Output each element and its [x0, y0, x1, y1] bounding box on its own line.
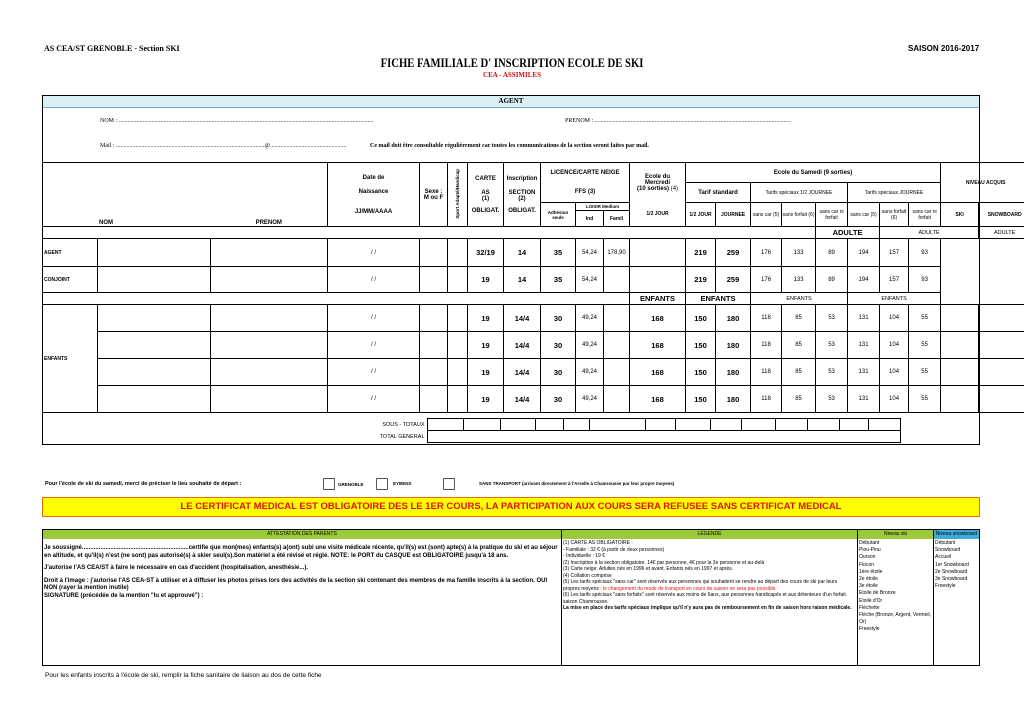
st-12[interactable]	[807, 419, 839, 431]
option-eybens-label: EYBENS	[393, 481, 412, 486]
col-niveau: NIVEAU ACQUIS	[941, 163, 1024, 203]
col-date-3: JJ/MM/AAAA	[354, 208, 393, 215]
enfants-sp1: ENFANTS	[751, 293, 848, 305]
option-sans-transport-label: SANS TRANSPORT (arrivant directement à l'Arselle à Chamrousse par leur propre moyens)	[479, 481, 675, 486]
enfant2-s4: 131	[848, 332, 880, 359]
enfant2-ind: 49,24	[576, 332, 604, 359]
enfant4-adh: 30	[541, 386, 576, 413]
legende-l4: (2) Inscription à la section obligatoire. 14€ par personne, 4€ pour la 3e personne et au-delà	[563, 559, 765, 566]
total-general-cell[interactable]	[427, 431, 900, 443]
conjoint-s6: 93	[909, 267, 941, 293]
col-ffs: FFS (3)	[541, 183, 630, 203]
niveau-snow-item: Freestyle	[935, 583, 956, 590]
enfant1-s3: 53	[816, 305, 848, 332]
niveau-snow-item: 3e Snowboard	[935, 576, 968, 583]
col-adhesion-2: seule	[552, 214, 564, 220]
col-ind: Ind	[576, 211, 604, 227]
conjoint-ind: 54,24	[576, 267, 604, 293]
enfant3-adh: 30	[541, 359, 576, 386]
legende-l7-red: le changement du mode de transport en cours de saison ne sera pas possible.	[603, 585, 777, 592]
mail-note: Ce mail doit être consultable régulièrement car toutes les communications de la section seront faites par mail.	[370, 143, 649, 149]
enfant2-merc: 168	[630, 332, 686, 359]
enfant3-ind: 49,24	[576, 359, 604, 386]
legende-l2: - Familiale : 32 € (à partir de deux personnes)	[563, 546, 665, 553]
nom-field[interactable]: NOM : ..........................................................................................................................................................................	[100, 118, 374, 124]
adulte-sp2: ADULTE	[979, 227, 1024, 239]
table-row	[43, 386, 1024, 413]
enfant1-s6: 55	[909, 305, 941, 332]
enfant3-date[interactable]: / /	[328, 359, 420, 386]
enfant3-demi: 150	[686, 359, 716, 386]
col-loisir: LOISIR Medium	[576, 203, 630, 211]
certificat-banner: LE CERTIFICAT MEDICAL EST OBLIGATOIRE DES LE 1ER COURS, LA PARTICIPATION AUX COURS SERA REFUSEE SANS CERTIFICAT MEDICAL	[42, 497, 980, 517]
enfant4-carte: 19	[468, 386, 504, 413]
col-tarif-standard: Tarif standard	[686, 183, 751, 203]
enfant4-journee: 180	[716, 386, 751, 413]
enfant3-merc: 168	[630, 359, 686, 386]
st-2[interactable]	[463, 419, 500, 431]
attestation-text	[44, 545, 560, 605]
st-14[interactable]	[868, 419, 900, 431]
enfant4-sexe-cell[interactable]	[420, 386, 448, 413]
st-1[interactable]	[427, 419, 463, 431]
enfant2-prenom-cell[interactable]	[211, 332, 328, 359]
col-tarif-sp-demi: Tarifs spéciaux 1/2 JOURNEE	[751, 183, 848, 203]
agent-nom-cell[interactable]	[98, 239, 211, 267]
niveau-snow-item: Accueil	[935, 554, 952, 561]
enfants-merc-label: ENFANTS	[630, 293, 686, 305]
enfant1-ski-cell[interactable]	[941, 305, 979, 332]
enfant4-s6: 55	[909, 386, 941, 413]
conjoint-nom-cell[interactable]	[98, 267, 211, 293]
niveau-snow-header: Niveau snowboard	[935, 531, 978, 537]
agent-sport-cell[interactable]	[448, 239, 468, 267]
enfant1-journee: 180	[716, 305, 751, 332]
enfant3-s1: 118	[751, 359, 782, 386]
enfant1-snow-cell[interactable]	[979, 305, 1024, 332]
col-sexe-2: M ou F	[423, 194, 444, 201]
totals-table	[327, 418, 901, 443]
legende-l7: (5) Les tarifs spéciaux "sans car" sont réservés aux personnes qui souhaitent se rendre au départ des cours de ski par leurs propres moyens :	[563, 579, 838, 592]
conjoint-s1: 176	[751, 267, 782, 293]
enfant3-insc: 14/4	[504, 359, 541, 386]
sous-totaux-label: SOUS - TOTAUX	[382, 421, 425, 428]
enfant2-s2: 85	[782, 332, 816, 359]
enfant1-ind: 49,24	[576, 305, 604, 332]
page-subtitle: CEA - ASSIMILES	[483, 71, 541, 79]
checkbox-sans-transport[interactable]	[443, 478, 455, 490]
enfant2-journee: 180	[716, 332, 751, 359]
niveau-ski-item: 1ère étoile	[859, 568, 883, 575]
col-demi-jour: 1/2 JOUR	[686, 203, 716, 227]
enfants-label: ENFANTS	[686, 293, 751, 305]
col-licence: LICENCE/CARTE NEIGE	[541, 163, 630, 183]
enfant1-s5: 104	[880, 305, 909, 332]
col-sp-3: sans car ni forfait	[816, 203, 848, 227]
agent-adh: 35	[541, 239, 576, 267]
enfant1-demi: 150	[686, 305, 716, 332]
row-enfants-label: ENFANTS	[43, 305, 98, 413]
enfant4-ski-cell[interactable]	[941, 386, 979, 413]
st-6[interactable]	[589, 419, 645, 431]
niveau-ski-item: Flèche (Bronze, Argent, Vermeil, Or)	[859, 612, 931, 626]
enfant4-s3: 53	[816, 386, 848, 413]
col-carte-4: OBLIGAT.	[471, 207, 500, 214]
checkbox-grenoble[interactable]	[323, 478, 335, 490]
enfant2-s6: 55	[909, 332, 941, 359]
conjoint-date[interactable]: / /	[328, 267, 420, 293]
conjoint-prenom-cell[interactable]	[211, 267, 328, 293]
attestation-p2: J'autorise l'AS CEA/ST à faire le nécessaire en cas d'accident (hospitalisation, anesthésie...).	[44, 565, 309, 571]
niveau-ski-item: Flocon	[859, 561, 875, 568]
col-samedi: Ecole du Samedi (9 sorties)	[686, 163, 941, 183]
niveau-snow-item: Snowboard	[935, 547, 961, 554]
enfant4-s2: 85	[782, 386, 816, 413]
niveau-snow-list	[935, 540, 979, 590]
enfant2-sexe-cell[interactable]	[420, 332, 448, 359]
enfant3-prenom-cell[interactable]	[211, 359, 328, 386]
agent-fam: 178,90	[604, 239, 630, 267]
enfant1-carte: 19	[468, 305, 504, 332]
adulte-sp1: ADULTE	[880, 227, 979, 239]
legende-header: LEGENDE	[562, 530, 857, 539]
enfant3-sexe-cell[interactable]	[420, 359, 448, 386]
enfant3-snow-cell[interactable]	[979, 359, 1024, 386]
enfant2-sport-cell[interactable]	[448, 332, 468, 359]
enfant4-sport-cell[interactable]	[448, 386, 468, 413]
st-3[interactable]	[500, 419, 535, 431]
niveau-ski-item: Piou-Piou	[859, 547, 881, 554]
enfant4-date[interactable]: / /	[328, 386, 420, 413]
enfant3-s3: 53	[816, 359, 848, 386]
conjoint-carte: 19	[468, 267, 504, 293]
niveau-ski-item: Débutant	[859, 540, 880, 546]
col-sp-1: sans car (5)	[751, 203, 782, 227]
enfant2-s5: 104	[880, 332, 909, 359]
niveau-ski-item: Etoile de Bronze	[859, 590, 896, 597]
adulte-label: ADULTE	[816, 227, 880, 239]
agent-carte: 32/19	[468, 239, 504, 267]
enfant3-ski-cell[interactable]	[941, 359, 979, 386]
enfant3-s4: 131	[848, 359, 880, 386]
agent-bar: AGENT	[43, 96, 979, 108]
st-9[interactable]	[710, 419, 741, 431]
prenom-field[interactable]: PRENOM : ...................................................................................................................................	[565, 118, 792, 124]
col-date-2: Naissance	[358, 188, 389, 195]
attestation-p1: Je soussigné................................................................certifie que mon(mes) enfants(s) a(ont) subi une visite médicale récente, qu'il(s) est (sont) apte(s) à la pratique du ski et au séjour en altitude, et qu'il(s) n'est (ne sont) pas autorisé(s) à skier seul(s).Son matériel a été révisé et réglé. NOTE: le PORT du CASQUE est OBLIGATOIRE jusqu'à 18 ans.	[44, 545, 558, 559]
col-insc-1: Inscription	[506, 175, 538, 182]
checkbox-eybens[interactable]	[376, 478, 388, 490]
enfant1-adh: 30	[541, 305, 576, 332]
agent-s4: 194	[848, 239, 880, 267]
col-insc-2: SECTION	[508, 189, 536, 196]
enfant1-sexe-cell[interactable]	[420, 305, 448, 332]
col-sexe-1: Sexe :	[424, 188, 443, 195]
col-carte-2: AS	[481, 189, 490, 196]
conjoint-sexe-cell[interactable]	[420, 267, 448, 293]
agent-demi: 219	[686, 239, 716, 267]
conjoint-s4: 194	[848, 267, 880, 293]
legende-l8: (6) Les tarifs spéciaux "sans forfaits" sont réservés aux moins de 6ans, aux personnes handicapés et aux détenteurs d'un forfait saison Chamrousse.	[563, 592, 846, 605]
agent-journee: 259	[716, 239, 751, 267]
enfant2-ski-cell[interactable]	[941, 332, 979, 359]
agent-s2: 133	[782, 239, 816, 267]
agent-s5: 157	[880, 239, 909, 267]
conjoint-s2: 133	[782, 267, 816, 293]
row-conjoint-label: CONJOINT	[43, 267, 98, 293]
niveau-snow-item: Débutant	[935, 540, 956, 546]
col-prenom: PRENOM	[255, 220, 282, 226]
enfant3-s6: 55	[909, 359, 941, 386]
enfant1-nom-cell[interactable]	[98, 305, 211, 332]
enfant1-date[interactable]: / /	[328, 305, 420, 332]
col-mercredi-3: (10 sorties)	[637, 185, 670, 192]
enfant1-prenom-cell[interactable]	[211, 305, 328, 332]
agent-s6: 93	[909, 239, 941, 267]
table-row	[43, 305, 1024, 332]
col-snowboard: SNOWBOARD	[979, 203, 1024, 227]
agent-s3: 89	[816, 239, 848, 267]
col-adhesion-1: Adhésion	[547, 209, 569, 215]
legende-l9: La mise en place des tarifs spéciaux implique qu'il n'y aura pas de remboursement en fin de saison hors raison médicale.	[563, 605, 852, 611]
enfant1-s1: 118	[751, 305, 782, 332]
enfant3-sport-cell[interactable]	[448, 359, 468, 386]
legende-l1: (1) CARTE AS OBLIGATOIRE :	[563, 540, 633, 546]
table-row	[43, 239, 1024, 267]
enfant4-merc: 168	[630, 386, 686, 413]
table-row	[43, 332, 1024, 359]
lieu-question: Pour l'école de ski du samedi, merci de préciser le lieu souhaité de départ :	[45, 481, 242, 487]
conjoint-sport-cell[interactable]	[448, 267, 468, 293]
org-name: AS CEA/ST GRENOBLE - Section SKI	[44, 44, 180, 53]
enfant2-adh: 30	[541, 332, 576, 359]
enfant3-s2: 85	[782, 359, 816, 386]
enfant1-s4: 131	[848, 305, 880, 332]
col-carte-3: (1)	[481, 195, 490, 202]
conjoint-journee: 259	[716, 267, 751, 293]
col-journee: JOURNEE	[716, 203, 751, 227]
legende-l5: (3) Carte neige: Adultes nés en 1996 et avant. Enfants nés en 1997 et après.	[563, 566, 734, 572]
attestation-signature[interactable]: SIGNATURE (précédée de la mention "lu et approuvé") :	[44, 592, 204, 599]
col-insc-4: OBLIGAT.	[508, 207, 536, 214]
enfant1-insc: 14/4	[504, 305, 541, 332]
niveau-ski-item: 2e étoile	[859, 576, 878, 583]
enfant3-carte: 19	[468, 359, 504, 386]
total-general-label: TOTAL GENERAL	[379, 433, 425, 440]
row-agent-label: AGENT	[43, 239, 98, 267]
st-13[interactable]	[839, 419, 868, 431]
enfant2-nom-cell[interactable]	[98, 332, 211, 359]
conjoint-s3: 89	[816, 267, 848, 293]
enfant2-s3: 53	[816, 332, 848, 359]
enfant2-demi: 150	[686, 332, 716, 359]
conjoint-s5: 157	[880, 267, 909, 293]
niveau-snow-item: 2e Snowboard	[935, 568, 968, 575]
col-sp-4: sans car (5)	[848, 203, 880, 227]
agent-date[interactable]: / /	[328, 239, 420, 267]
attestation-p3: Droit à l'image : j'autorise l'AS CEA-ST à utiliser et à diffuser les photos prises lors des activités de la section ski contenant des membres de ma famille inscrits à la section. OUI NON (rayer la mention inutile)	[44, 577, 548, 591]
niveau-snow-item: 1er Snowboard	[935, 561, 969, 568]
enfant2-s1: 118	[751, 332, 782, 359]
table-row	[43, 359, 1024, 386]
col-tarif-sp-journee: Tarifs spéciaux JOURNEE	[848, 183, 941, 203]
col-ski: SKI	[941, 203, 979, 227]
col-nom: NOM	[99, 220, 113, 226]
col-carte-1: CARTE	[475, 175, 496, 182]
enfant4-s1: 118	[751, 386, 782, 413]
col-sport-adapte: Sport Adapté/Handicap	[455, 168, 460, 219]
niveau-ski-item: 3e étoile	[859, 583, 878, 590]
season: SAISON 2016-2017	[908, 44, 980, 53]
niveau-ski-item: Freestyle	[859, 626, 880, 633]
enfant4-nom-cell[interactable]	[98, 386, 211, 413]
mail-field[interactable]: Mail : ...................................................................................................@...................................................	[100, 143, 347, 149]
niveau-ski-item: Fléchette	[859, 604, 880, 611]
conjoint-adh: 35	[541, 267, 576, 293]
col-date-1: Date de	[362, 174, 385, 181]
enfant1-merc: 168	[630, 305, 686, 332]
col-mercredi-4: (4)	[670, 185, 679, 192]
table-row	[43, 267, 1024, 293]
footer-note: Pour les enfants inscrits à l'école de ski, remplir la fiche sanitaire de liaison au dos de cette fiche	[45, 672, 322, 679]
attestation-header: ATTESTATION DES PARENTS	[43, 530, 561, 539]
col-mercredi-demi: 1/2 JOUR	[630, 203, 686, 227]
agent-prenom-cell[interactable]	[211, 239, 328, 267]
agent-insc: 14	[504, 239, 541, 267]
st-4[interactable]	[535, 419, 563, 431]
col-insc-3: (2)	[518, 195, 526, 202]
agent-s1: 176	[751, 239, 782, 267]
col-famil: Famil	[604, 211, 630, 227]
conjoint-insc: 14	[504, 267, 541, 293]
enfant2-carte: 19	[468, 332, 504, 359]
st-5[interactable]	[563, 419, 589, 431]
enfant3-nom-cell[interactable]	[98, 359, 211, 386]
enfant3-s5: 104	[880, 359, 909, 386]
niveau-ski-header: Niveau ski	[858, 530, 933, 539]
enfant4-demi: 150	[686, 386, 716, 413]
col-mercredi-1: Ecole du	[645, 173, 671, 180]
legende-l6: (4) Collation comprise	[563, 572, 612, 579]
option-grenoble-label: GRENOBLE	[338, 482, 364, 487]
enfant4-ind: 49,24	[576, 386, 604, 413]
col-sp-5: sans forfait (6)	[880, 203, 909, 227]
enfant2-date[interactable]: / /	[328, 332, 420, 359]
st-8[interactable]	[675, 419, 710, 431]
enfant4-s4: 131	[848, 386, 880, 413]
legende-text	[563, 540, 855, 612]
st-11[interactable]	[775, 419, 807, 431]
conjoint-demi: 219	[686, 267, 716, 293]
page-title: FICHE FAMILIALE D' INSCRIPTION ECOLE DE SKI	[380, 55, 644, 70]
enfant2-snow-cell[interactable]	[979, 332, 1024, 359]
enfant4-snow-cell[interactable]	[979, 386, 1024, 413]
niveau-ski-item: Etoile d'Or	[859, 597, 883, 604]
niveau-ski-list	[859, 540, 932, 634]
enfant1-sport-cell[interactable]	[448, 305, 468, 332]
enfant2-insc: 14/4	[504, 332, 541, 359]
st-7[interactable]	[645, 419, 675, 431]
enfant4-insc: 14/4	[504, 386, 541, 413]
niveau-ski-item: Ourson	[859, 554, 876, 561]
col-mercredi-2: Mercredi	[645, 179, 671, 186]
legende-l3: - Individuelle : 19 €	[563, 553, 605, 559]
registration-table	[42, 162, 1024, 413]
agent-sexe-cell[interactable]	[420, 239, 448, 267]
col-sp-6: sans car ni forfait	[909, 203, 941, 227]
enfant1-s2: 85	[782, 305, 816, 332]
enfant4-s5: 104	[880, 386, 909, 413]
enfant3-journee: 180	[716, 359, 751, 386]
enfant4-prenom-cell[interactable]	[211, 386, 328, 413]
enfants-sp2: ENFANTS	[848, 293, 941, 305]
agent-ind: 54,24	[576, 239, 604, 267]
col-sp-2: sans forfait (6)	[782, 203, 816, 227]
st-10[interactable]	[741, 419, 775, 431]
